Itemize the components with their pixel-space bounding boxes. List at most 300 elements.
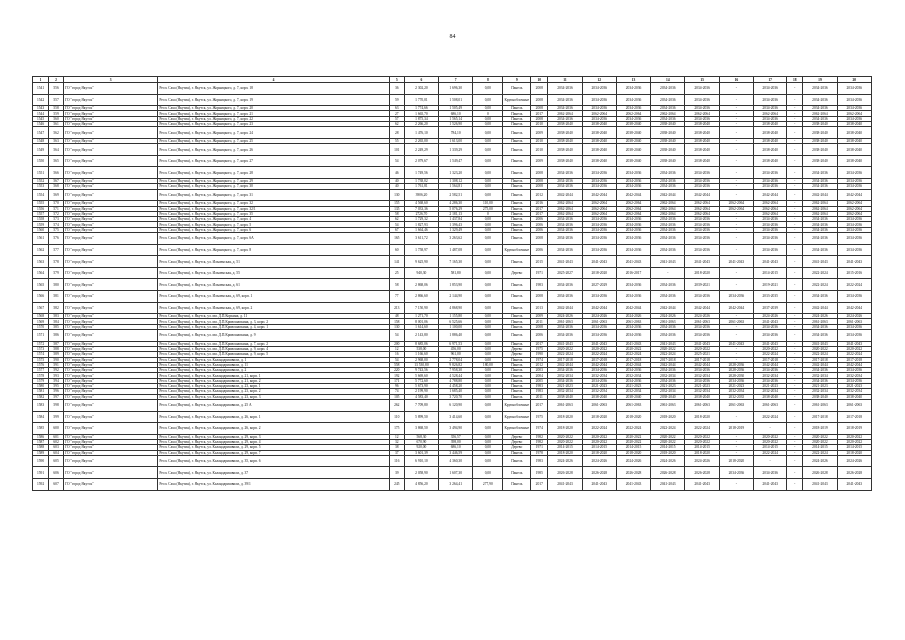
table-cell: 2021-2023: [548, 384, 582, 389]
table-cell: 1590: [33, 455, 49, 467]
table-cell: 7 165,30: [439, 256, 473, 268]
table-cell: 2024-2026: [803, 455, 837, 467]
table-cell: 2034-2036: [754, 179, 787, 184]
table-cell: -: [787, 94, 803, 106]
table-cell: 2038-2040: [685, 138, 719, 143]
table-cell: 2034-2036: [754, 94, 787, 106]
table-cell: 2038-2040: [651, 144, 685, 156]
table-cell: 1 761,81: [404, 184, 438, 189]
table-cell: 2062-2064: [651, 201, 685, 206]
table-cell: -: [787, 279, 803, 291]
table-cell: 2032-2034: [803, 389, 837, 394]
table-cell: 2 058,90: [404, 467, 438, 479]
table-cell: 2006: [531, 330, 548, 342]
table-cell: 2034-2036: [548, 378, 582, 383]
table-cell: 2062-2064: [803, 201, 837, 206]
table-cell: 2020-2022: [803, 434, 837, 439]
table-cell: 2034-2036: [548, 116, 582, 121]
table-cell: 2022-2024: [754, 352, 787, 357]
table-cell: 110: [389, 411, 404, 423]
table-cell: 2006: [531, 222, 548, 227]
table-cell: 2062-2064: [582, 206, 616, 211]
table-cell: -: [787, 314, 803, 319]
table-cell: 1 665,70: [404, 111, 438, 116]
table-cell: ГО "город Якутск": [64, 378, 158, 383]
table-cell: 559: [49, 111, 64, 116]
table-cell: -: [787, 341, 803, 346]
table-cell: Респ. Саха (Якутия), г. Якутск, ул. Каландаришвили, д. 37: [158, 467, 389, 479]
table-cell: 2 968,00: [404, 357, 438, 362]
table-cell: -: [787, 378, 803, 383]
table-cell: 2038-2040: [548, 155, 582, 167]
table-cell: 1 155,80: [439, 314, 473, 319]
table-cell: ГО "город Якутск": [64, 411, 158, 423]
table-cell: 2021-2023: [616, 384, 650, 389]
table-cell: 1 729,32: [404, 217, 438, 222]
table-cell: 0,00: [473, 434, 503, 439]
table-cell: 2018-2020: [651, 411, 685, 423]
table-cell: Панель: [503, 455, 531, 467]
table-cell: 2042-2044: [685, 302, 719, 314]
table-cell: 572: [49, 211, 64, 216]
table-cell: 2034-2036: [803, 83, 837, 95]
table-cell: 0: [473, 111, 503, 116]
table-cell: -: [787, 116, 803, 121]
table-cell: 1581: [33, 389, 49, 394]
table-cell: 2006: [531, 227, 548, 232]
table-cell: 2062-2064: [548, 211, 582, 216]
table-cell: -: [787, 455, 803, 467]
table-cell: 2038-2040: [685, 155, 719, 167]
table-cell: -: [719, 233, 753, 245]
table-cell: 1 696,30: [439, 83, 473, 95]
table-cell: -: [754, 423, 787, 435]
table-cell: 2034-2036: [651, 368, 685, 373]
table-cell: 2062-2064: [548, 111, 582, 116]
table-cell: 9 743,56: [404, 368, 438, 373]
table-cell: ГО "город Якутск": [64, 389, 158, 394]
table-cell: 1553: [33, 184, 49, 189]
table-cell: 0,00: [473, 184, 503, 189]
table-cell: 2062-2064: [548, 206, 582, 211]
table-cell: Панель: [503, 127, 531, 139]
table-cell: 2022-2024: [548, 352, 582, 357]
table-cell: 2032-2034: [616, 373, 650, 378]
table-cell: 2034-2036: [803, 94, 837, 106]
table-cell: 2008: [531, 290, 548, 302]
table-cell: 2024-2026: [651, 314, 685, 319]
table-cell: 2020-2022: [803, 346, 837, 351]
table-cell: 2034-2036: [754, 378, 787, 383]
table-row: [33, 423, 872, 435]
table-cell: Панель: [503, 201, 531, 206]
table-cell: ГО "город Якутск": [64, 352, 158, 357]
table-cell: 1985: [531, 467, 548, 479]
table-cell: 2 582,51: [439, 189, 473, 201]
table-cell: 2008: [531, 116, 548, 121]
table-cell: 2 302,20: [404, 83, 438, 95]
table-cell: 3 601,39: [404, 450, 438, 455]
table-cell: -: [651, 267, 685, 279]
table-cell: 77: [389, 290, 404, 302]
table-cell: 59: [389, 94, 404, 106]
table-cell: 2034-2036: [548, 167, 582, 179]
table-cell: 1 758,97: [404, 244, 438, 256]
table-cell: 0,00: [473, 450, 503, 455]
table-cell: 0,00: [473, 373, 503, 378]
table-cell: 0,00: [473, 279, 503, 291]
table-cell: ГО "город Якутск": [64, 319, 158, 324]
table-cell: 0,00: [473, 352, 503, 357]
table-cell: 62: [389, 122, 404, 127]
table-cell: 2020-2022: [651, 346, 685, 351]
table-cell: ГО "город Якутск": [64, 211, 158, 216]
table-cell: 2041-2043: [616, 256, 650, 268]
table-cell: -: [719, 314, 753, 319]
table-cell: 2032-2034: [651, 373, 685, 378]
table-cell: 1 437,84: [439, 217, 473, 222]
table-cell: 1572: [33, 341, 49, 346]
table-cell: 580: [49, 279, 64, 291]
table-cell: 1545: [33, 116, 49, 121]
table-cell: 1 853,90: [439, 279, 473, 291]
table-cell: 2014-2015: [651, 445, 685, 450]
table-cell: 2034-2036: [651, 222, 685, 227]
table-cell: 2034-2036: [582, 167, 616, 179]
table-cell: 2034-2036: [685, 167, 719, 179]
table-cell: 2 079,67: [404, 155, 438, 167]
table-cell: 2 144,90: [439, 290, 473, 302]
table-cell: Респ. Саха (Якутия), г. Якутск, ул. Каландаришвили, д. 26, корп. 2: [158, 423, 389, 435]
table-cell: 2021-2023: [685, 384, 719, 389]
table-cell: Панель: [503, 389, 531, 394]
table-cell: 175: [389, 423, 404, 435]
table-cell: 2020-2022: [651, 440, 685, 445]
table-cell: 574: [49, 222, 64, 227]
table-cell: 2025-2027: [548, 267, 582, 279]
table-cell: Респ. Саха (Якутия), г. Якутск, ул. Жорницкого, д. 7, корп. 22: [158, 116, 389, 121]
table-cell: 2022-2024: [582, 352, 616, 357]
table-cell: 2038-2040: [803, 127, 837, 139]
table-cell: 0,00: [473, 445, 503, 450]
table-cell: 2020-2022: [685, 434, 719, 439]
table-cell: -: [787, 384, 803, 389]
table-cell: 2034-2036: [685, 83, 719, 95]
table-cell: 1 565,14: [439, 116, 473, 121]
table-cell: 2034-2036: [616, 83, 650, 95]
column-header: 10: [531, 77, 548, 83]
table-cell: 0,00: [473, 467, 503, 479]
table-cell: 605: [49, 455, 64, 467]
table-cell: 2062-2064: [837, 111, 871, 116]
table-cell: 46: [389, 167, 404, 179]
table-cell: 2062-2064: [651, 211, 685, 216]
table-cell: 2038-2040: [548, 138, 582, 143]
table-cell: 568,30: [404, 434, 438, 439]
table-cell: 558: [389, 362, 404, 367]
table-cell: Респ. Саха (Якутия), г. Якутск, ул. Жорницкого, д. 7, корп. 27: [158, 155, 389, 167]
table-cell: 2038-2040: [803, 144, 837, 156]
table-cell: 0,00: [473, 217, 503, 222]
table-cell: 0,00: [473, 314, 503, 319]
table-cell: 1580: [33, 384, 49, 389]
table-cell: 2034-2036: [685, 184, 719, 189]
table-cell: Респ. Саха (Якутия), г. Якутск, ул. Жорницкого, д. 7, корп. 29: [158, 179, 389, 184]
table-cell: -: [787, 423, 803, 435]
table-cell: 3 720,70: [439, 394, 473, 399]
table-cell: Респ. Саха (Якутия), г. Якутск, ул. им. Д.П.Кривошапкина, д. 4, корп. 1: [158, 324, 389, 329]
table-cell: 2018-2020: [548, 423, 582, 435]
table-cell: 2061-2063: [803, 319, 837, 324]
table-cell: 607: [49, 479, 64, 491]
table-cell: 2034-2036: [651, 233, 685, 245]
table-cell: 2034-2036: [754, 330, 787, 342]
table-cell: 2038-2040: [651, 155, 685, 167]
table-cell: 57: [389, 116, 404, 121]
table-cell: 2017: [531, 206, 548, 211]
table-cell: 1990: [531, 352, 548, 357]
table-cell: 2034-2036: [685, 116, 719, 121]
table-cell: 110,00: [473, 201, 503, 206]
table-cell: 2020-2022: [803, 440, 837, 445]
table-cell: 2034-2036: [651, 217, 685, 222]
table-cell: 2014-2015: [837, 445, 871, 450]
table-cell: 277,90: [473, 479, 503, 491]
table-cell: 1549: [33, 144, 49, 156]
table-cell: 1 613,00: [439, 138, 473, 143]
table-cell: 0,00: [473, 378, 503, 383]
table-row: [33, 256, 872, 268]
table-cell: 2062-2064: [548, 201, 582, 206]
table-cell: 2062-2064: [685, 111, 719, 116]
table-cell: -: [719, 479, 753, 491]
table-cell: 2062-2064: [719, 206, 753, 211]
table-cell: Панель: [503, 217, 531, 222]
table-cell: 2034-2036: [837, 167, 871, 179]
table-cell: Панель: [503, 116, 531, 121]
table-cell: 2061-2063: [685, 319, 719, 324]
table-cell: 2034-2036: [803, 179, 837, 184]
table-cell: -: [719, 244, 753, 256]
table-cell: 2034-2036: [616, 368, 650, 373]
table-cell: 2034-2036: [685, 244, 719, 256]
table-cell: 2042-2044: [685, 362, 719, 367]
table-cell: Крупноблочные: [503, 411, 531, 423]
table-cell: 593: [49, 373, 64, 378]
table-cell: 192: [389, 373, 404, 378]
table-cell: 2028-2036: [719, 362, 753, 367]
table-cell: 2061-2063: [719, 399, 753, 411]
table-cell: 2061-2063: [803, 399, 837, 411]
table-cell: -: [719, 211, 753, 216]
table-cell: 2034-2036: [837, 378, 871, 383]
table-cell: 7 033,36: [404, 206, 438, 211]
table-cell: 2018-2020: [685, 267, 719, 279]
table-cell: 4 360,30: [439, 455, 473, 467]
table-cell: 2041-2043: [582, 341, 616, 346]
table-cell: 2041-2043: [754, 319, 787, 324]
table-cell: Респ. Саха (Якутия), г. Якутск, ул. Жорницкого, д. 7, корп. 19: [158, 94, 389, 106]
table-cell: 60: [389, 244, 404, 256]
table-cell: 2024-2026: [754, 314, 787, 319]
table-cell: 1 308,12: [439, 179, 473, 184]
table-cell: 0,00: [473, 116, 503, 121]
table-cell: 63: [389, 106, 404, 111]
table-cell: 1983: [531, 384, 548, 389]
table-cell: 2034-2036: [582, 227, 616, 232]
table-cell: -: [787, 179, 803, 184]
table-cell: 2034-2036: [803, 368, 837, 373]
table-cell: 2034-2036: [754, 227, 787, 232]
table-cell: 1547: [33, 127, 49, 139]
table-cell: 565: [49, 155, 64, 167]
table-cell: 2038-2040: [754, 144, 787, 156]
column-header: 4: [158, 77, 389, 83]
table-cell: 1978: [531, 450, 548, 455]
table-cell: ГО "город Якутск": [64, 368, 158, 373]
table-cell: 3 611,72: [404, 233, 438, 245]
table-cell: 2034-2036: [719, 290, 753, 302]
table-cell: 2021-2023: [651, 384, 685, 389]
table-cell: 1541: [33, 83, 49, 95]
table-cell: 2041-2043: [719, 341, 753, 346]
table-cell: 563: [49, 138, 64, 143]
table-cell: -: [719, 434, 753, 439]
table-cell: 2028-2030: [719, 373, 753, 378]
table-cell: Респ. Саха (Якутия), г. Якутск, ул. Каландаришвили, д. 29, корп. 3: [158, 434, 389, 439]
table-cell: -: [787, 138, 803, 143]
table-cell: 2 143,80: [404, 330, 438, 342]
table-cell: 7 709,80: [404, 399, 438, 411]
table-cell: 0,00: [473, 389, 503, 394]
table-cell: Панель: [503, 189, 531, 201]
table-cell: 2062-2064: [616, 111, 650, 116]
table-cell: 1975: [531, 411, 548, 423]
table-cell: ГО "город Якутск": [64, 227, 158, 232]
table-cell: ГО "город Якутск": [64, 127, 158, 139]
table-cell: 0,00: [473, 341, 503, 346]
table-cell: 0: [473, 211, 503, 216]
table-cell: 2034-2036: [651, 167, 685, 179]
table-cell: 2022-2024: [754, 411, 787, 423]
table-cell: ГО "город Якутск": [64, 362, 158, 367]
table-cell: 2024-2026: [616, 314, 650, 319]
table-cell: 2034-2036: [754, 233, 787, 245]
table-cell: -: [787, 189, 803, 201]
table-cell: 2021-2023: [582, 384, 616, 389]
table-cell: -: [787, 290, 803, 302]
table-cell: 577: [49, 244, 64, 256]
table-cell: -: [719, 267, 753, 279]
table-cell: Панель: [503, 324, 531, 329]
table-cell: 2041-2043: [616, 479, 650, 491]
table-row: [33, 411, 872, 423]
table-cell: 2034-2036: [685, 222, 719, 227]
column-header: 3: [64, 77, 158, 83]
table-cell: 2008: [531, 179, 548, 184]
table-cell: Респ. Саха (Якутия), г. Якутск, ул. Каландаришвили, д. 11: [158, 362, 389, 367]
table-cell: 573: [49, 217, 64, 222]
table-cell: 2008: [531, 233, 548, 245]
table-cell: 581: [49, 290, 64, 302]
table-cell: ГО "город Якутск": [64, 106, 158, 111]
table-cell: 3 494,90: [439, 423, 473, 435]
table-cell: 1585: [33, 423, 49, 435]
table-cell: 28: [389, 127, 404, 139]
table-cell: 1 166,60: [404, 352, 438, 357]
table-cell: 0,00: [473, 127, 503, 139]
table-cell: 1560: [33, 227, 49, 232]
table-cell: 1982: [531, 440, 548, 445]
table-cell: 3 264,41: [439, 479, 473, 491]
table-cell: 1559: [33, 222, 49, 227]
table-cell: 2012: [531, 362, 548, 367]
table-cell: Респ. Саха (Якутия), г. Якутск, ул. Ильменская, д. 69, корп. 1: [158, 290, 389, 302]
table-cell: 2018-2019: [803, 423, 837, 435]
table-cell: Респ. Саха (Якутия), г. Якутск, ул. Каландаришвили, д. 23, корп. 1: [158, 384, 389, 389]
table-cell: 2034-2036: [582, 368, 616, 373]
table-cell: Респ. Саха (Якутия), г. Якутск, ул. Каландаришвили, д. 23, корп. 2: [158, 389, 389, 394]
table-cell: 2062-2064: [685, 206, 719, 211]
table-cell: 1983: [531, 279, 548, 291]
table-cell: 2034-2036: [837, 94, 871, 106]
table-cell: Панель: [503, 144, 531, 156]
table-cell: Респ. Саха (Якутия), г. Якутск, ул. Каландаришвили, д. 26, корп. 1: [158, 411, 389, 423]
table-cell: 2034-2036: [582, 94, 616, 106]
table-cell: Респ. Саха (Якутия), г. Якутск, ул. Жорницкого, д. 7, корп. 31: [158, 189, 389, 201]
table-cell: 2061-2063: [685, 399, 719, 411]
column-header: 6: [404, 77, 438, 83]
table-cell: 2009: [531, 127, 548, 139]
table-cell: 54: [389, 357, 404, 362]
table-cell: Панель: [503, 184, 531, 189]
table-cell: 2032-2034: [803, 373, 837, 378]
table-cell: 2038-2040: [582, 394, 616, 399]
table-cell: -: [787, 211, 803, 216]
table-cell: -: [719, 144, 753, 156]
table-cell: 2042-2044: [803, 302, 837, 314]
table-cell: 2020-2022: [754, 346, 787, 351]
table-cell: 2020-2022: [754, 434, 787, 439]
table-cell: 2038-2040: [837, 122, 871, 127]
table-cell: 2039-2021: [685, 279, 719, 291]
table-cell: 2034-2036: [582, 290, 616, 302]
table-cell: 2020-2022: [582, 440, 616, 445]
table-cell: ГО "город Якутск": [64, 222, 158, 227]
column-header: 20: [837, 77, 871, 83]
table-cell: ГО "город Якутск": [64, 167, 158, 179]
table-cell: 2008: [531, 94, 548, 106]
table-cell: 2020-2022: [548, 440, 582, 445]
table-cell: -: [719, 411, 753, 423]
table-cell: 2034-2036: [582, 244, 616, 256]
table-cell: Респ. Саха (Якутия), г. Якутск, ул. Жорницкого, д. 7, корп. 18: [158, 83, 389, 95]
table-cell: 2020-2022: [837, 346, 871, 351]
table-cell: 2034-2036: [803, 227, 837, 232]
table-cell: 1975: [531, 346, 548, 351]
table-cell: 2034-2036: [651, 179, 685, 184]
table-cell: Респ. Саха (Якутия), г. Якутск, ул. Каландаришвили, д. 35, корп. 6: [158, 455, 389, 467]
table-cell: 8 685,06: [404, 341, 438, 346]
table-cell: 590: [49, 357, 64, 362]
table-cell: -: [787, 450, 803, 455]
table-cell: Панель: [503, 302, 531, 314]
table-cell: -: [754, 455, 787, 467]
table-cell: 2018-2020: [548, 450, 582, 455]
table-cell: 2022-2024: [803, 352, 837, 357]
table-cell: 2038-2040: [837, 155, 871, 167]
table-cell: 2041-2043: [685, 341, 719, 346]
